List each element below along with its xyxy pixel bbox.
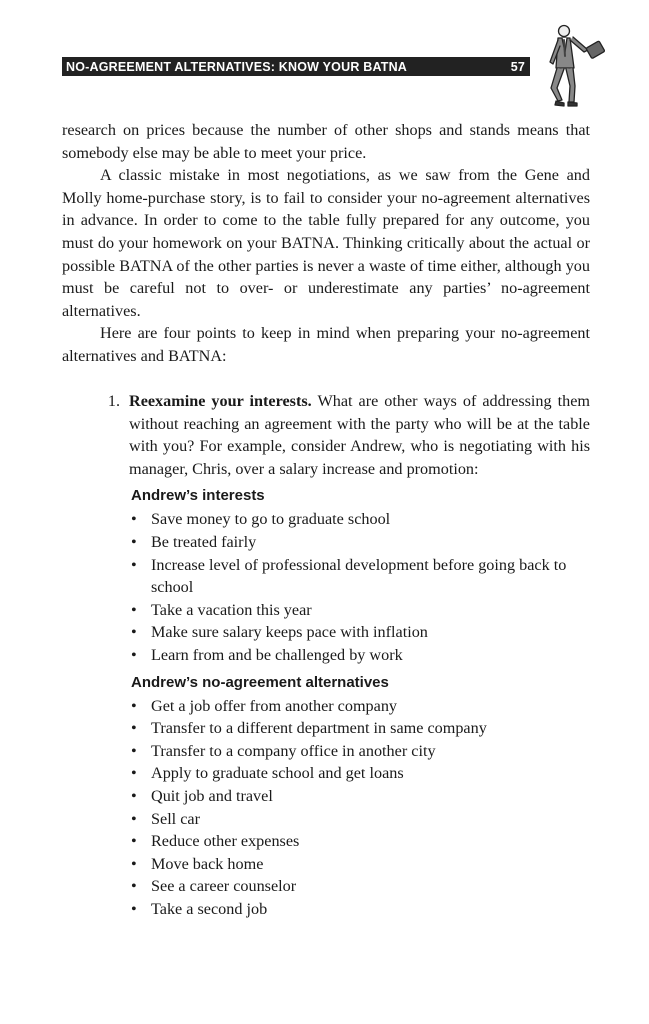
paragraph-four-points: Here are four points to keep in mind when preparing your no-agreement alternatives and BATNA: bbox=[62, 324, 590, 365]
interests-heading: Andrew’s interests bbox=[131, 487, 265, 505]
list-item: • Save money to go to graduate school bbox=[129, 508, 590, 531]
list-item-bold-lead: Reexamine your interests. bbox=[129, 392, 312, 410]
numbered-list bbox=[62, 390, 590, 920]
list-item: • See a career counselor bbox=[129, 875, 590, 898]
businessman-walking-briefcase-icon bbox=[536, 22, 616, 110]
list-item: • Apply to graduate school and get loans bbox=[129, 762, 590, 785]
list-item: • Learn from and be challenged by work bbox=[129, 644, 590, 667]
list-item: • Quit job and travel bbox=[129, 785, 590, 808]
page-number: 57 bbox=[510, 59, 525, 74]
alternatives-list bbox=[129, 695, 590, 921]
list-item: • Sell car bbox=[129, 808, 590, 831]
running-header bbox=[62, 57, 530, 76]
list-item: • Take a second job bbox=[129, 898, 590, 921]
list-item: • Transfer to a company office in another city bbox=[129, 740, 590, 763]
list-item: • Move back home bbox=[129, 853, 590, 876]
list-item: • Increase level of professional development before going back to school bbox=[129, 554, 590, 599]
alternatives-heading: Andrew’s no-agreement alternatives bbox=[131, 673, 389, 691]
list-item-paragraph bbox=[129, 390, 590, 480]
interests-list bbox=[129, 508, 590, 666]
list-item: • Be treated fairly bbox=[129, 531, 590, 554]
list-item: • Make sure salary keeps pace with inflation bbox=[129, 621, 590, 644]
paragraph-classic-mistake: A classic mistake in most negotiations, as we saw from the Gene and Molly home-purchase story, is to fail to consider your no-agreement alternatives in advance. In order to come to the table fully prepared for any outcome, you must do your homework on your BATNA. Thinking critically about the actual or possible BATNA of the other parties is never a waste of time either, although you must be careful not to over- or underestimate any parties’ no-agreement alternatives. bbox=[62, 166, 590, 320]
list-item: • Get a job offer from another company bbox=[129, 695, 590, 718]
list-item-number: 1. bbox=[107, 392, 120, 410]
list-item-body bbox=[129, 390, 590, 920]
list-item: • Take a vacation this year bbox=[129, 599, 590, 622]
list-item bbox=[62, 390, 590, 920]
list-item: • Reduce other expenses bbox=[129, 830, 590, 853]
header-title: NO-AGREEMENT ALTERNATIVES: KNOW YOUR BATNA bbox=[66, 59, 408, 74]
paragraph-continued: research on prices because the number of other shops and stands means that somebody else may be able to meet your price. bbox=[62, 121, 590, 162]
list-item: • Transfer to a different department in same company bbox=[129, 717, 590, 740]
list-item-text: What are other ways of addressing them without reaching an agreement with the party who will be at the table with you? For example, consider Andrew, who is negotiating with his manager, Chris, over a salary increase and promotion: bbox=[129, 392, 590, 478]
body-text bbox=[62, 119, 590, 368]
